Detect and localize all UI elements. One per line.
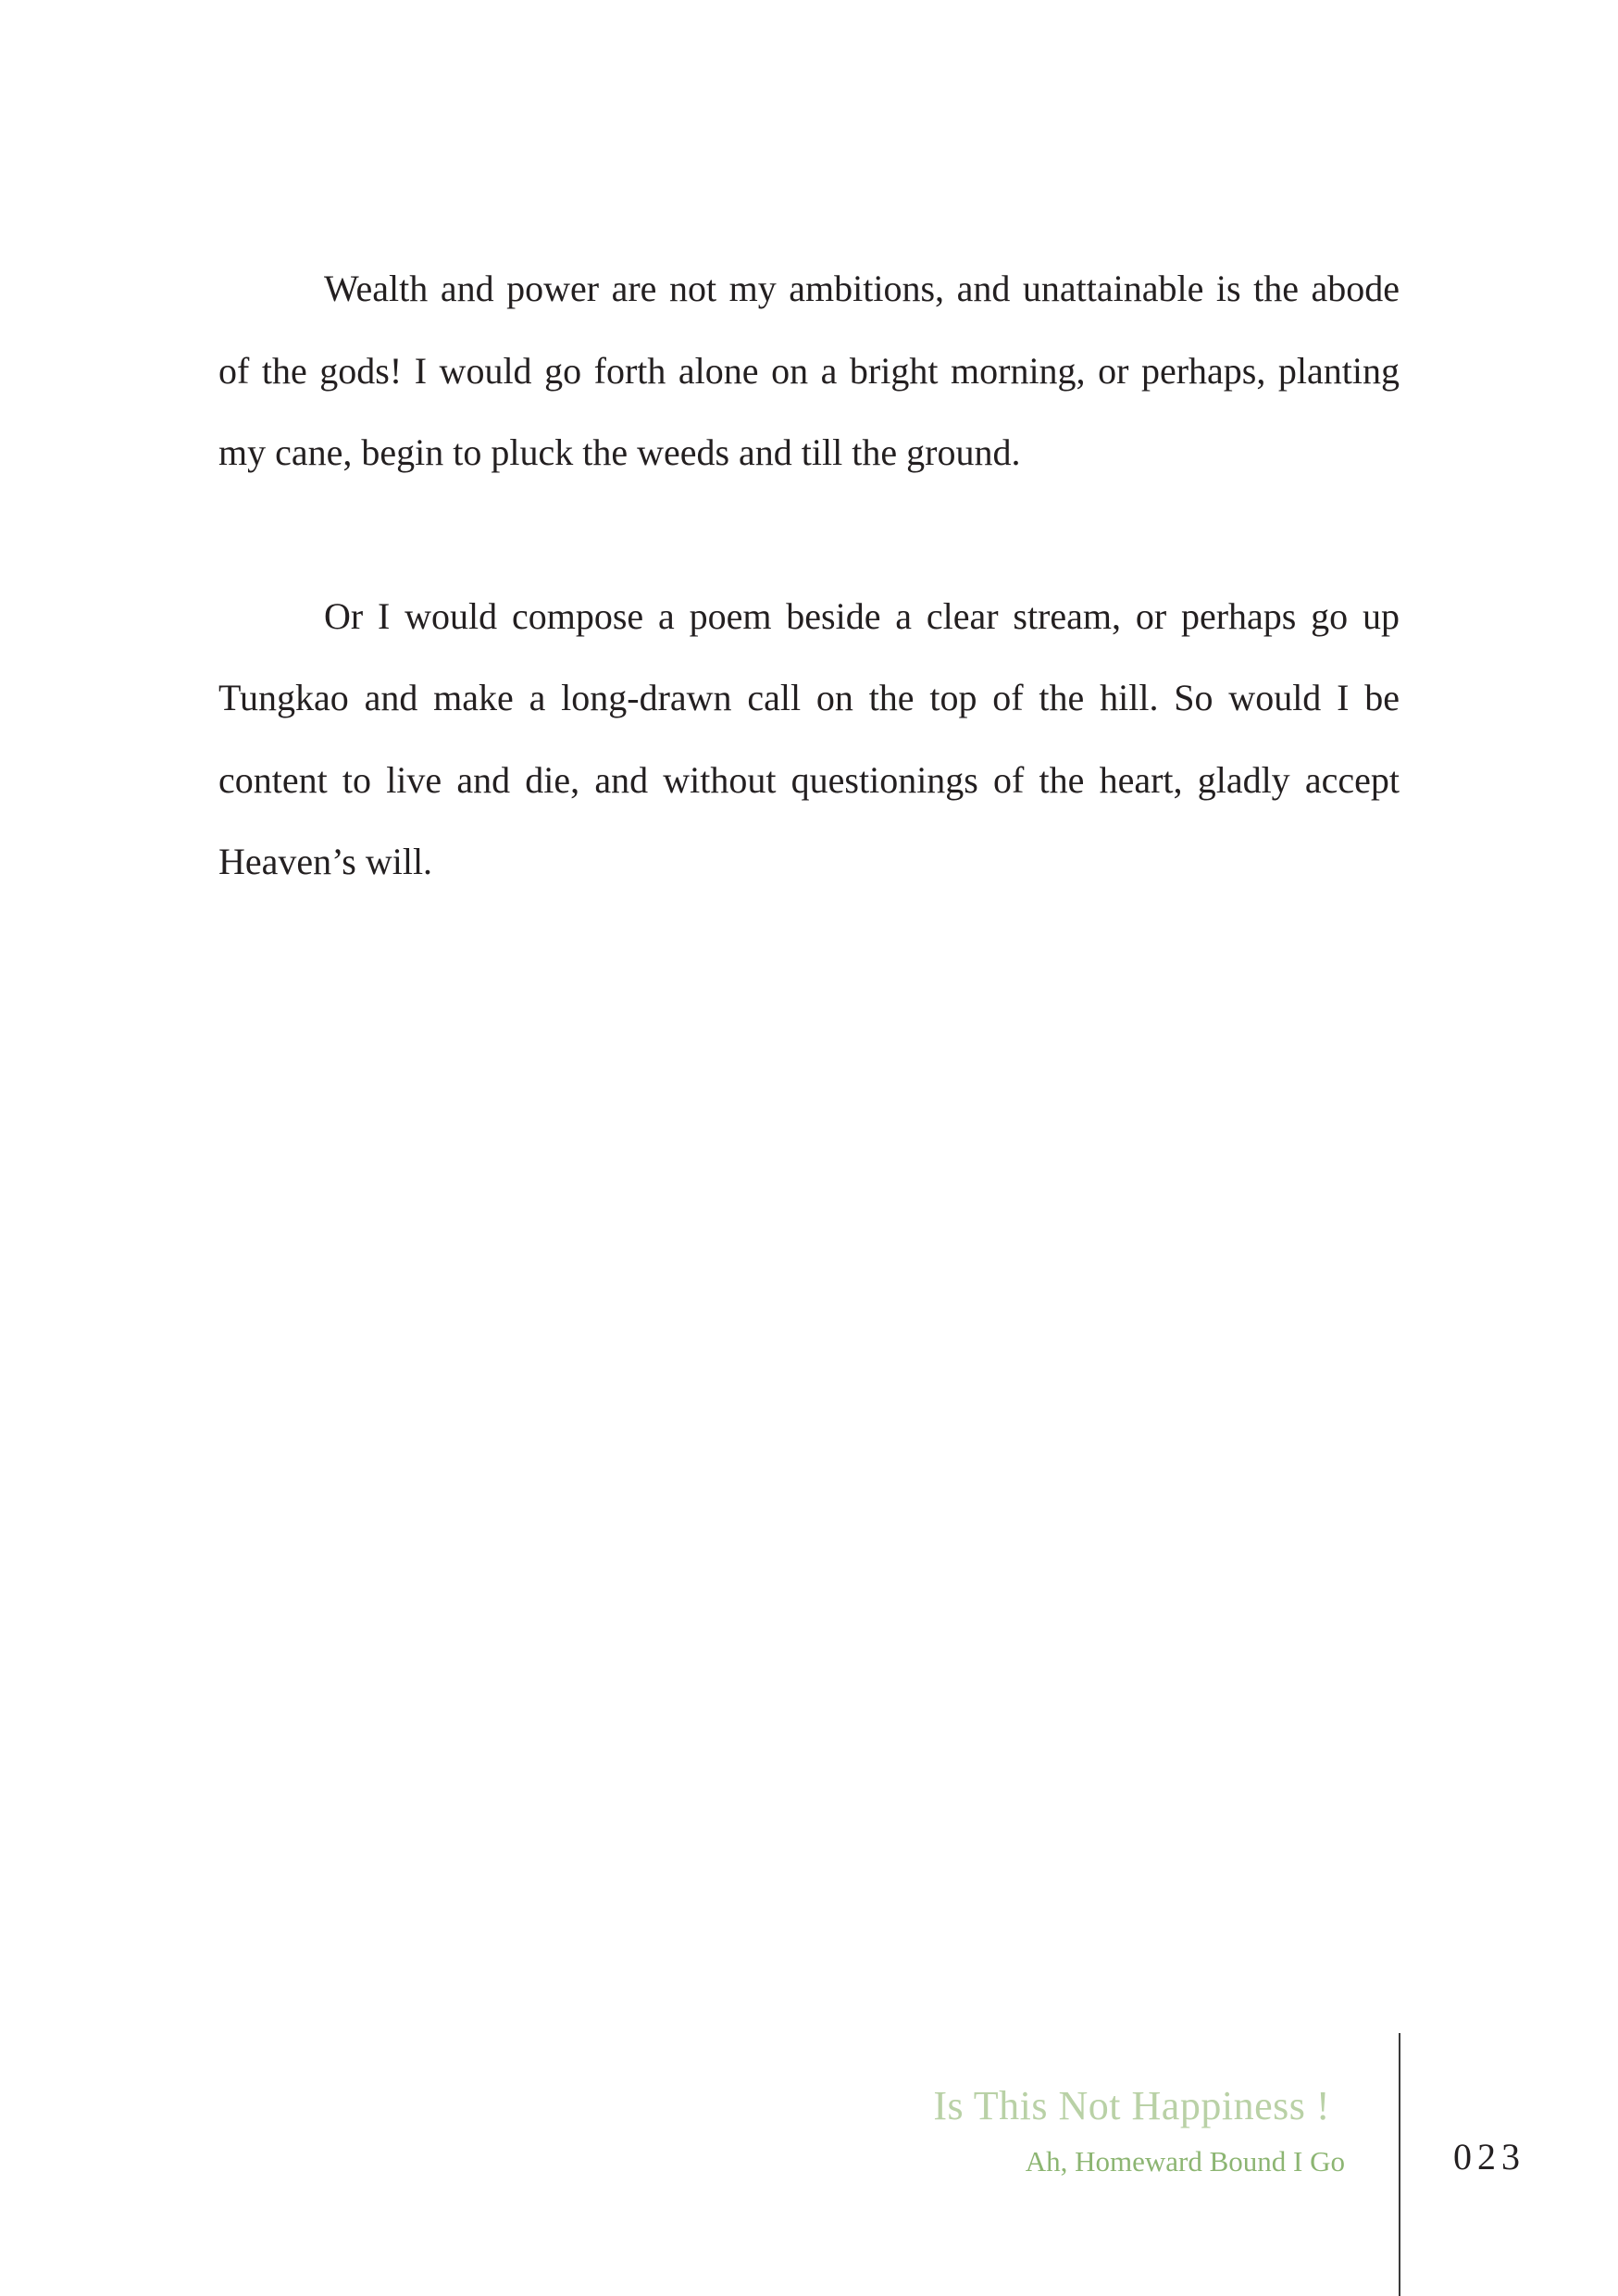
running-subtitle: Ah, Homeward Bound I Go: [1025, 2145, 1345, 2177]
body-paragraph-2: Or I would compose a poem beside a clear stream, or perhaps go up Tungkao and make a long-drawn call on the top of the hill. So would I be content to live and die, and without questionings of the heart, gladly accept Heaven’s will.: [218, 594, 1400, 882]
page-number: 023: [1453, 2136, 1525, 2177]
footer-divider: [1399, 2033, 1400, 2296]
page-body: [218, 248, 1400, 904]
body-paragraph-1: Wealth and power are not my ambitions, and unattainable is the abode of the gods! I would go forth alone on a bright morning, or perhaps, planting my cane, begin to pluck the weeds and till the ground.: [218, 268, 1400, 473]
running-title: Is This Not Happiness !: [933, 2083, 1330, 2128]
